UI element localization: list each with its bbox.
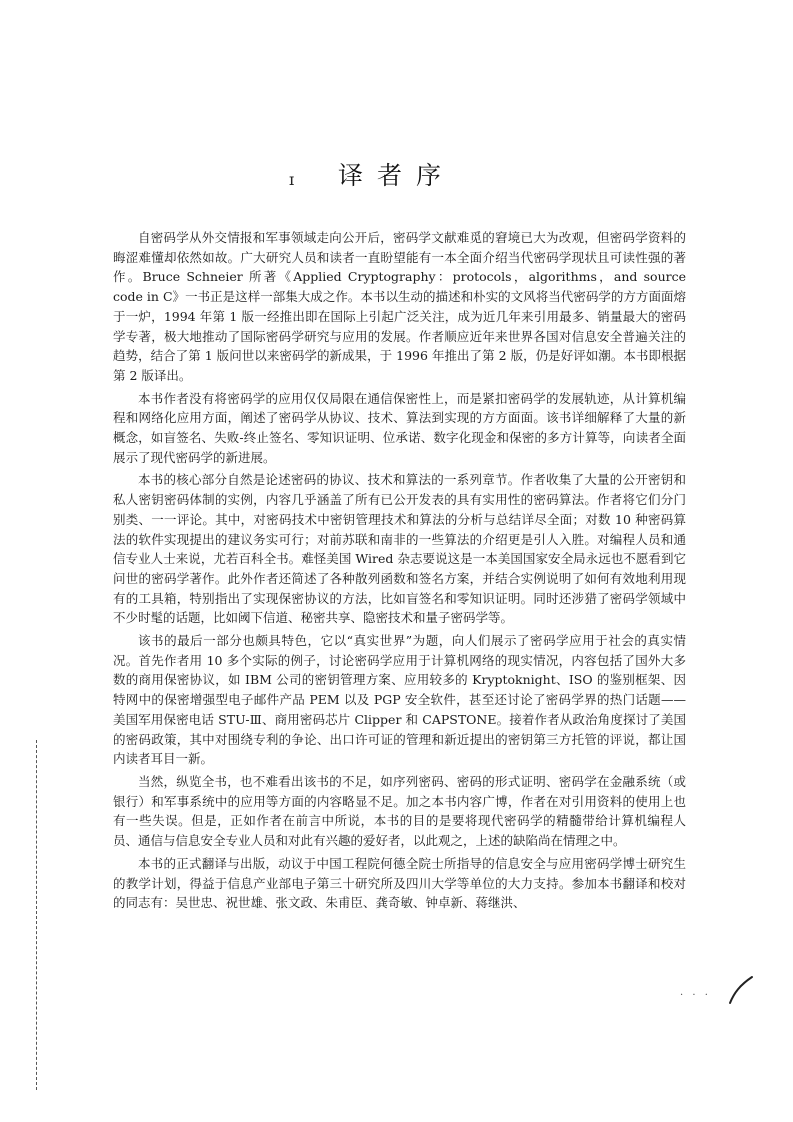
paragraph-2: 本书作者没有将密码学的应用仅仅局限在通信保密性上，而是紧扣密码学的发展轨迹，从计算机编程和网络化应用方面，阐述了密码学从协议、技术、算法到实现的方方面面。该书详细解释了大量的新概念，如盲签名、失败-终止签名、零知识证明、位承诺、数字化现金和保密的多方计算等，向读者全面展示了现代密码学的新进展。 bbox=[113, 390, 686, 465]
paragraph-4: 该书的最后一部分也颇具特色，它以“真实世界”为题，向人们展示了密码学应用于社会的真实情况。首先作者用 10 多个实际的例子，讨论密码学应用于计算机网络的现实情况，内容包括了国外大多数的商用保密协议，如 IBM 公司的密钥管理方案、应用较多的 Kryptoknight、ISO 的鉴别框架、因特网中的保密增强型电子邮件产品 PEM 以及 PGP 安全软件，甚至还讨论了密码学界的热门话题——美国军用保密电话 STU-Ⅲ、商用密码芯片 Clipper 和 CAPSTONE。接着作者从政治角度探讨了美国的密码政策，其中对围绕专利的争论、出口许可证的管理和新近提出的密钥第三方托管的评说，都让国内读者耳目一新。 bbox=[113, 633, 686, 767]
corner-pen-stroke-icon bbox=[726, 975, 756, 1005]
paragraph-3: 本书的核心部分自然是论述密码的协议、技术和算法的一系列章节。作者收集了大量的公开密钥和私人密钥密码体制的实例，内容几乎涵盖了所有已公开发表的具有实用性的密码算法。作者将它们分门别类、一一评论。其中，对密码技术中密钥管理技术和算法的分析与总结详尽全面；对数 10 种密码算法的软件实现提出的建议务实可行；对前苏联和南非的一些算法的介绍更是引人入胜。对编程人员和通信专业人士来说，尤若百科全书。难怪美国 Wired 杂志要说这是一本美国国家安全局永远也不愿看到它问世的密码学著作。此外作者还简述了各种散列函数和签名方案，并结合实例说明了如何有效地利用现有的工具箱，特别指出了实现保密协议的方法，比如盲签名和零知识证明。同时还涉猎了密码学领域中不少时髦的话题，比如阈下信道、秘密共享、隐密技术和量子密码学等。 bbox=[113, 472, 686, 626]
page-title: 译者序 bbox=[337, 161, 455, 190]
heading-mark: ɪ bbox=[289, 170, 295, 189]
paragraph-5: 当然，纵览全书，也不难看出该书的不足，如序列密码、密码的形式证明、密码学在金融系统（或银行）和军事系统中的应用等方面的内容略显不足。加之本书内容广博，作者在对引用资料的使用上也有一些失误。但是，正如作者在前言中所说，本书的目的是要将现代密码学的精髓带给计算机编程人员、通信与信息安全专业人员和对此有兴趣的爱好者，以此观之，上述的缺陷尚在情理之中。 bbox=[113, 773, 686, 849]
binding-margin-line bbox=[36, 740, 37, 1090]
paragraph-1: 自密码学从外交情报和军事领域走向公开后，密码学文献难觅的窘境已大为改观，但密码学资料的晦涩难懂却依然如故。广大研究人员和读者一直盼望能有一本全面介绍当代密码学现状且可读性强的著作。Bruce Schneier 所著《Applied Cryptography：protocols，algorithms，and source code in C》一书正是这样一部集大成之作。本书以生动的描述和朴实的文风将当代密码学的方方面面熔于一炉，1994 年第 1 版一经推出即在国际上引起广泛关注，成为近几年来引用最多、销量最大的密码学专著，极大地推动了国际密码学研究与应用的发展。作者顺应近年来世界各国对信息安全普遍关注的趋势，结合了第 1 版问世以来密码学的新成果，于 1996 年推出了第 2 版，仍是好评如潮。本书即根据第 2 版译出。 bbox=[113, 230, 686, 383]
paragraph-6: 本书的正式翻译与出版，动议于中国工程院何德全院士所指导的信息安全与应用密码学博士研究生的教学计划，得益于信息产业部电子第三十研究所及四川大学等单位的大力支持。参加本书翻译和校对的同志有：吴世忠、祝世雄、张文政、朱甫臣、龚奇敏、钟卓新、蒋继洪、 bbox=[113, 855, 686, 911]
page-footer-dots: · · · bbox=[680, 990, 711, 1001]
preface-body bbox=[113, 228, 686, 916]
